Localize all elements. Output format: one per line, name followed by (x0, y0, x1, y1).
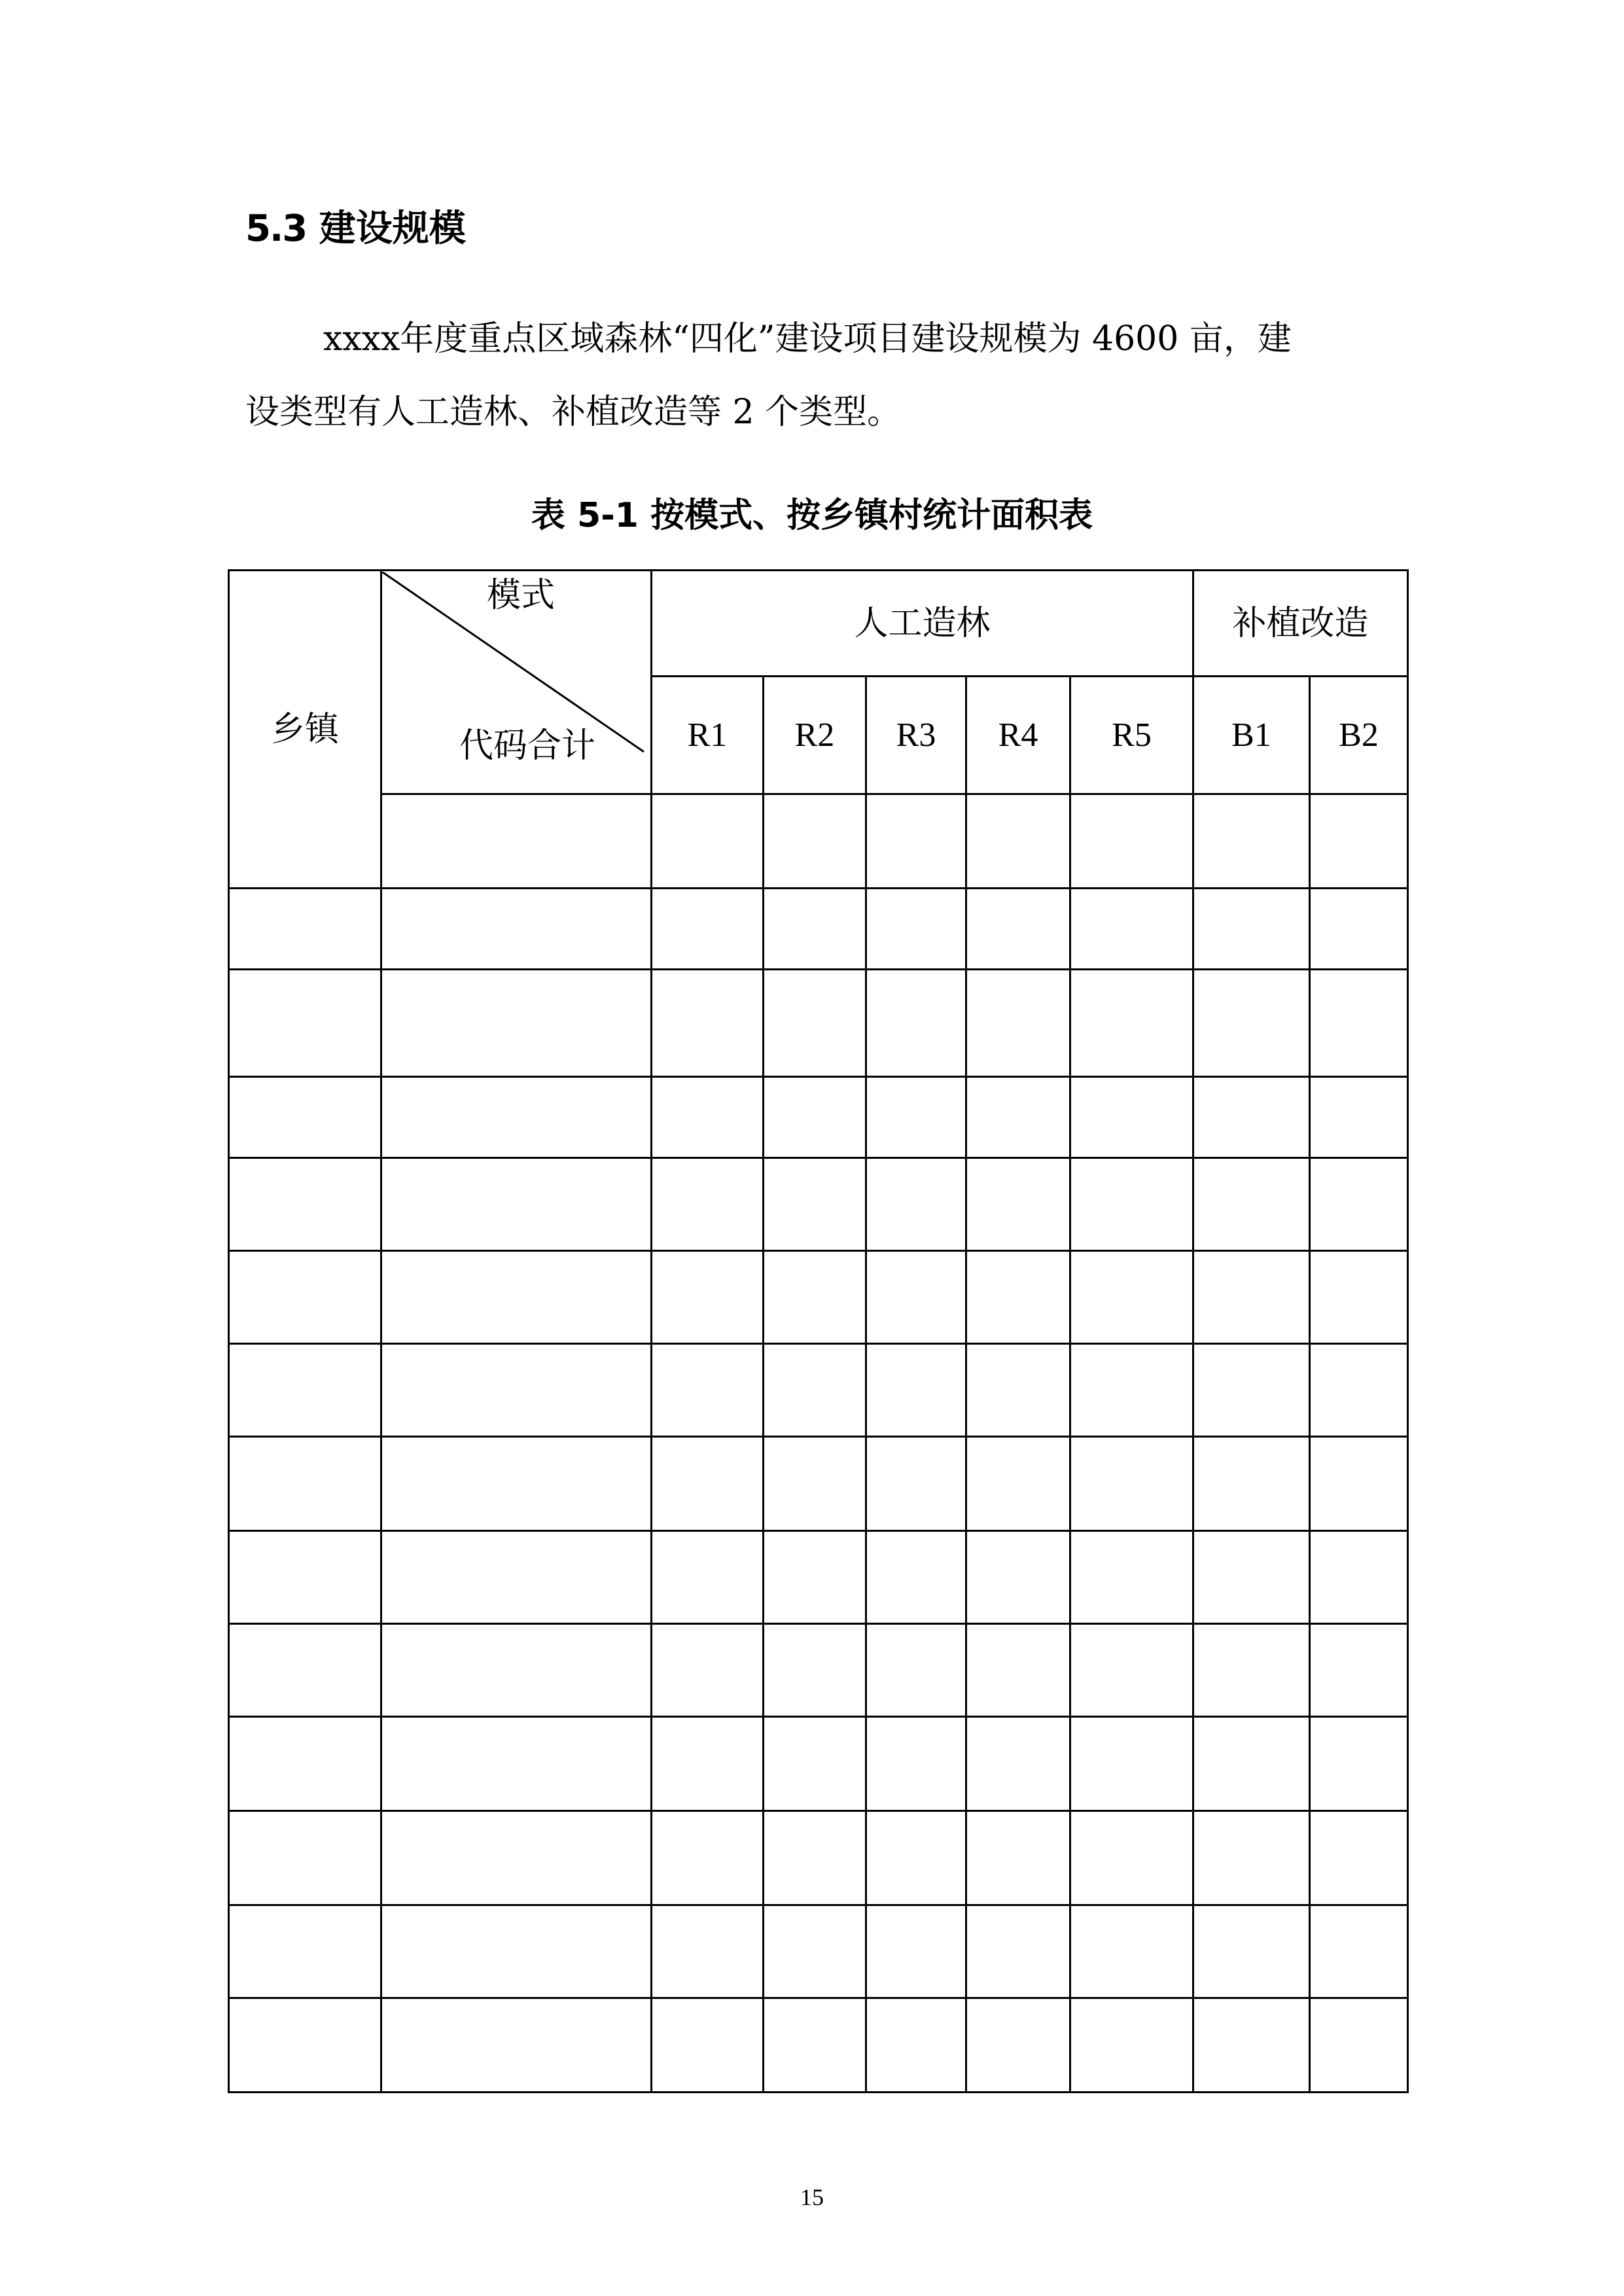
header-replant-group (1193, 571, 1408, 677)
cell (966, 1437, 1070, 1531)
cell (966, 1624, 1070, 1717)
cell (764, 1531, 866, 1624)
cell (1070, 970, 1193, 1077)
header-code-b2: B2 (1310, 677, 1408, 794)
cell (381, 1998, 652, 2093)
cell (1310, 1905, 1408, 1998)
cell (866, 1811, 966, 1905)
cell (764, 970, 866, 1077)
header-artificial-label: 人工造林 (854, 603, 991, 643)
cell (1070, 1905, 1193, 1998)
cell (966, 1717, 1070, 1811)
cell (229, 1811, 381, 1905)
table-row (229, 1717, 1408, 1811)
cell (866, 1077, 966, 1158)
cell (1310, 889, 1408, 970)
section-title: 建设规模 (319, 207, 466, 250)
cell (652, 1624, 764, 1717)
cell (1193, 1624, 1310, 1717)
cell (1310, 1251, 1408, 1344)
cell (652, 1077, 764, 1158)
table-row (229, 1905, 1408, 1998)
cell (866, 794, 966, 889)
cell (764, 1158, 866, 1251)
header-artificial-group (652, 571, 1193, 677)
table-row (229, 1624, 1408, 1717)
header-code-r4: R4 (966, 677, 1070, 794)
cell (1193, 1251, 1310, 1344)
cell (381, 1905, 652, 1998)
cell (764, 1437, 866, 1531)
cell (1310, 794, 1408, 889)
cell (381, 1531, 652, 1624)
cell (1310, 1531, 1408, 1624)
cell (1310, 970, 1408, 1077)
header-replant-label: 补植改造 (1232, 603, 1369, 643)
cell (1070, 1811, 1193, 1905)
cell (966, 1811, 1070, 1905)
cell (229, 1624, 381, 1717)
table-row (229, 1344, 1408, 1437)
cell (764, 1077, 866, 1158)
cell (1070, 1251, 1193, 1344)
cell (1070, 1158, 1193, 1251)
cell (1070, 1437, 1193, 1531)
total-row (229, 794, 1408, 889)
cell (1310, 1437, 1408, 1531)
cell (381, 1811, 652, 1905)
table-caption: 表 5-1 按模式、按乡镇村统计面积表 (531, 496, 1093, 535)
cell (229, 1344, 381, 1437)
cell (866, 1344, 966, 1437)
cell (866, 1998, 966, 2093)
cell (229, 1717, 381, 1811)
cell (966, 794, 1070, 889)
table-body (229, 571, 1408, 2093)
cell (229, 1077, 381, 1158)
cell (1310, 1717, 1408, 1811)
cell (652, 1811, 764, 1905)
table-row (229, 1077, 1408, 1158)
cell (966, 1251, 1070, 1344)
cell (381, 1251, 652, 1344)
cell (1070, 1624, 1193, 1717)
table-row (229, 1437, 1408, 1531)
cell (1193, 1905, 1310, 1998)
cell (381, 970, 652, 1077)
cell (1193, 1531, 1310, 1624)
cell (229, 1437, 381, 1531)
cell (866, 1531, 966, 1624)
cell (229, 889, 381, 970)
cell (1193, 1437, 1310, 1531)
cell (966, 1998, 1070, 2093)
cell (1193, 1998, 1310, 2093)
paragraph-line-2: 设类型有人工造林、补植改造等 2 个类型。 (245, 393, 902, 432)
cell (866, 970, 966, 1077)
header-code-r5: R5 (1070, 677, 1193, 794)
cell (652, 1905, 764, 1998)
cell (381, 1437, 652, 1531)
cell (764, 1998, 866, 2093)
cell (764, 1251, 866, 1344)
cell (966, 1905, 1070, 1998)
cell (1070, 1998, 1193, 2093)
cell (652, 1437, 764, 1531)
header-code-r3: R3 (866, 677, 966, 794)
header-code-total-label: 代码合计 (459, 726, 596, 766)
cell (966, 970, 1070, 1077)
table-row (229, 1158, 1408, 1251)
cell (652, 970, 764, 1077)
cell (764, 889, 866, 970)
cell (764, 1624, 866, 1717)
header-mode-label: 模式 (487, 576, 556, 615)
header-code-r1: R1 (652, 677, 764, 794)
cell (1193, 1344, 1310, 1437)
cell (764, 1717, 866, 1811)
cell (866, 1624, 966, 1717)
cell (652, 1251, 764, 1344)
section-heading (245, 207, 466, 250)
cell (1193, 889, 1310, 970)
cell (1310, 1077, 1408, 1158)
cell (1310, 1624, 1408, 1717)
table-row (229, 970, 1408, 1077)
paragraph-line-1: xxxx年度重点区域森林“四化”建设项目建设规模为 4600 亩，建 (323, 319, 1292, 359)
area-table (228, 569, 1409, 2093)
header-code-b1: B1 (1193, 677, 1310, 794)
cell (652, 794, 764, 889)
cell (1193, 1811, 1310, 1905)
cell (229, 1905, 381, 1998)
cell (229, 1158, 381, 1251)
header-diagonal-cell (381, 571, 652, 794)
cell (866, 1158, 966, 1251)
cell (1070, 889, 1193, 970)
cell (1310, 1344, 1408, 1437)
cell (1070, 1717, 1193, 1811)
cell (1193, 970, 1310, 1077)
cell (1193, 1717, 1310, 1811)
cell (652, 1158, 764, 1251)
cell (229, 1531, 381, 1624)
header-township (229, 571, 381, 889)
cell (866, 1251, 966, 1344)
table-row (229, 1251, 1408, 1344)
cell (229, 1998, 381, 2093)
cell (381, 1077, 652, 1158)
page-number: 15 (800, 2184, 824, 2210)
cell (764, 1811, 866, 1905)
cell (764, 1344, 866, 1437)
table-row (229, 1531, 1408, 1624)
cell (1310, 1998, 1408, 2093)
table-row (229, 1811, 1408, 1905)
cell (652, 1998, 764, 2093)
header-township-label: 乡镇 (270, 709, 339, 749)
cell (866, 1905, 966, 1998)
cell (1070, 1531, 1193, 1624)
cell (1310, 1158, 1408, 1251)
cell (764, 1905, 866, 1998)
cell (966, 1344, 1070, 1437)
cell (381, 1158, 652, 1251)
cell (652, 889, 764, 970)
cell (381, 794, 652, 889)
table-row (229, 1998, 1408, 2093)
cell (229, 1251, 381, 1344)
cell (381, 1344, 652, 1437)
cell (652, 1344, 764, 1437)
cell (966, 1531, 1070, 1624)
cell (1070, 1077, 1193, 1158)
cell (381, 1717, 652, 1811)
cell (966, 889, 1070, 970)
table-row (229, 889, 1408, 970)
cell (1070, 1344, 1193, 1437)
cell (652, 1717, 764, 1811)
cell (381, 889, 652, 970)
cell (764, 794, 866, 889)
cell (966, 1158, 1070, 1251)
cell (1193, 1158, 1310, 1251)
cell (866, 1437, 966, 1531)
cell (1193, 794, 1310, 889)
cell (866, 1717, 966, 1811)
cell (1193, 1077, 1310, 1158)
cell (866, 889, 966, 970)
cell (229, 970, 381, 1077)
cell (1310, 1811, 1408, 1905)
cell (966, 1077, 1070, 1158)
cell (381, 1624, 652, 1717)
cell (652, 1531, 764, 1624)
header-code-r2: R2 (764, 677, 866, 794)
section-number: 5.3 (245, 207, 307, 250)
cell (1070, 794, 1193, 889)
